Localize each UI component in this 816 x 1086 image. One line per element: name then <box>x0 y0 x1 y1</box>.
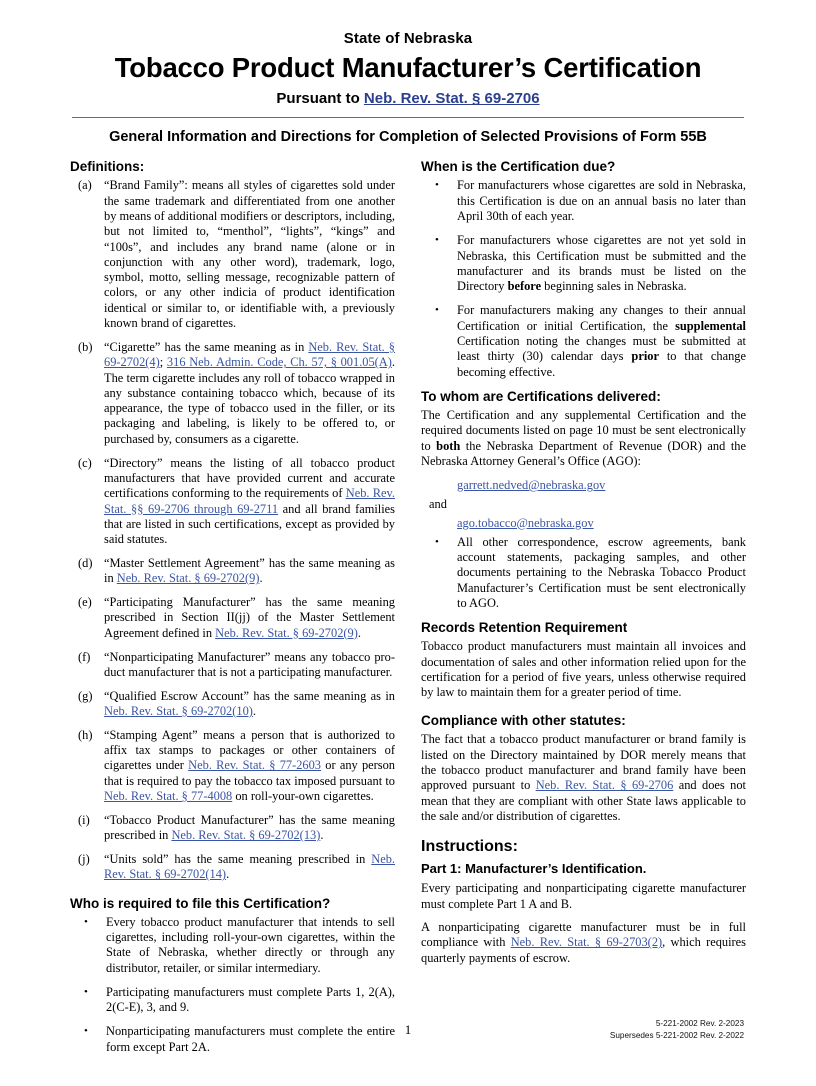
ago-email-link[interactable]: ago.tobacco@nebraska.gov <box>457 515 594 530</box>
state-label: State of Nebraska <box>343 30 473 47</box>
list-item-text: Participating manufacturers must complete Parts 1, 2(A), 2(C-E), 3, and 9. <box>106 984 395 1015</box>
definition-item-d <box>70 556 395 587</box>
page-title: Tobacco Product Manufacturer’s Certification <box>114 52 702 83</box>
right-column <box>421 159 746 1064</box>
statute-link-secondary[interactable]: Neb. Rev. Stat. § 77-4008 <box>104 789 233 803</box>
list-item-text: All other correspondence, escrow agreements, bank account statements, packaging samples, and other documents pertaining to the Nebraska Tobacco Product Manufacturer’s Certification must be sent electronically to AGO. <box>457 534 746 610</box>
list-item-text: For manufacturers whose cigarettes are sold in Nebraska, this Certification is due on an annual basis no later than April 30th of each year. <box>457 178 746 223</box>
definition-text-mid: or any person that is required to pay the tobacco tax imposed pursuant to <box>104 758 395 788</box>
when-due-heading: When is the Certification due? <box>421 159 616 175</box>
definition-marker: (f) <box>78 649 91 664</box>
definition-item-j <box>70 852 395 883</box>
bullet-icon: • <box>84 985 88 998</box>
records-retention-heading: Records Retention Requirement <box>421 620 628 636</box>
document-page <box>0 30 816 1086</box>
list-item-text <box>457 303 746 380</box>
list-item-post: beginning sales in Nebraska. <box>541 279 687 294</box>
part1-p2-post: , which requires quarterly payments of escrow. <box>421 935 746 965</box>
definition-text <box>104 728 395 805</box>
header-divider <box>72 117 744 118</box>
pursuant-line <box>0 90 816 107</box>
left-column <box>70 159 395 1064</box>
definition-text <box>104 595 395 641</box>
ago-correspondence-list <box>421 535 746 612</box>
emphasis-both: both <box>436 438 461 453</box>
list-item-text <box>457 233 746 294</box>
list-item <box>421 233 746 294</box>
to-whom-pre: The Certification and any supplemental Certification and the required documents listed on page 10 must be sent electronically to <box>421 408 746 453</box>
definition-marker: (i) <box>78 812 90 827</box>
definition-text-pre: “Tobacco Product Manufacturer” has the same meaning prescribed in <box>104 812 395 843</box>
definition-text-post: . The term cigarette includes any roll of tobacco wrapped in any substance containing tobacco which, because of its appearance, the type of tobacco used in the filler, or its packaging and labeling, is likely to be offered to, or purchased by, consumers as a cigarette. <box>104 355 395 446</box>
definition-marker: (a) <box>78 178 92 193</box>
definitions-list <box>70 178 395 882</box>
definition-text <box>104 556 395 587</box>
email-line-dor <box>421 477 746 493</box>
bullet-icon: • <box>435 234 439 247</box>
part1-p2-pre: A nonparticipating cigarette manufacturer must be in full compliance with <box>421 919 746 950</box>
definition-marker: (h) <box>78 727 93 742</box>
form-footer <box>610 1018 744 1042</box>
definition-item-i <box>70 813 395 844</box>
statute-link[interactable]: Neb. Rev. Stat. § 77-2603 <box>188 758 322 773</box>
document-header <box>0 30 816 145</box>
bullet-icon: • <box>84 1025 88 1038</box>
statute-link[interactable]: Neb. Rev. Stat. § 69-2702(10) <box>104 703 253 718</box>
list-item-pre: For manufacturers making any changes to their annual Certification or initial Certification, the <box>457 303 746 333</box>
to-whom-heading <box>421 389 746 404</box>
definition-text <box>104 689 395 720</box>
definition-text-pre: “Master Settlement Agreement” has the same meaning as in <box>104 555 395 586</box>
definition-text <box>104 456 395 548</box>
statute-link[interactable]: Neb. Rev. Stat. § 69-2702(9) <box>215 625 358 640</box>
pursuant-statute-link[interactable]: Neb. Rev. Stat. § 69-2706 <box>363 90 540 108</box>
statute-link[interactable]: Neb. Rev. Stat. § 69-2702(9) <box>116 571 260 586</box>
records-retention-body: Tobacco product manufacturers must maintain all invoices and documentation of sales and other information relied upon for the certification for a period of five years, unless otherwise required by law to maintain them for a greater period of time. <box>421 639 746 700</box>
part1-heading: Part 1: Manufacturer’s Identification. <box>421 861 647 877</box>
compliance-post: and does not mean that they are compliant with other State laws applicable to the sale and/or distribution of cigarettes. <box>421 778 746 823</box>
to-whom-body <box>421 408 746 469</box>
form-supersedes: Supersedes 5-221-2002 Rev. 2-2022 <box>609 1030 744 1040</box>
definition-text: “Nonparticipating Manufacturer” means any tobacco pro-duct manufacturer that is not a participating manufacturer. <box>104 649 395 679</box>
definition-text-post: on roll-your-own cigarettes. <box>232 789 374 803</box>
definition-text-post: . <box>252 703 257 718</box>
pursuant-prefix: Pursuant to <box>276 90 364 108</box>
list-item <box>421 535 746 612</box>
emphasis-before: before <box>507 279 542 294</box>
part1-paragraph-2 <box>421 920 746 966</box>
compliance-heading: Compliance with other statutes: <box>421 713 626 729</box>
bullet-icon: • <box>84 915 88 928</box>
definition-item-e <box>70 595 395 641</box>
statute-link[interactable]: Neb. Rev. Stat. § 69-2706 <box>535 778 674 793</box>
admin-code-link[interactable]: 316 Neb. Admin. Code, Ch. 57, § 001.05(A) <box>166 355 392 370</box>
definition-text-post: . <box>259 571 263 586</box>
statute-link[interactable]: Neb. Rev. Stat. § 69-2702(4) <box>104 339 395 370</box>
definition-item-a <box>70 178 395 331</box>
definition-text-mid: ; <box>159 355 167 370</box>
definition-marker: (b) <box>78 339 93 354</box>
definition-text-pre: “Directory” means the listing of all tobacco product manufacturers that have provided current and accurate certifications conforming to the requirements of <box>104 455 395 501</box>
definition-item-c <box>70 456 395 548</box>
list-item-post: to that change becoming effective. <box>457 349 746 379</box>
content-columns <box>0 145 816 1064</box>
definition-text <box>104 813 395 844</box>
list-item-text: Nonparticipating manufacturers must complete the entire form except Part 2A. <box>106 1024 395 1054</box>
definitions-heading: Definitions: <box>70 159 145 175</box>
definition-text-pre: “Stamping Agent” means a person that is authorized to affix tax stamps to packages or other containers of cigarettes under <box>104 727 395 773</box>
statute-link[interactable]: Neb. Rev. Stat. § 69-2702(13) <box>171 828 321 843</box>
list-item <box>421 303 746 380</box>
definition-item-g <box>70 689 395 720</box>
who-files-heading: Who is required to file this Certification? <box>70 895 331 911</box>
list-item-mid: Certification noting the changes must be submitted at least thirty (30) calendar days <box>457 334 746 364</box>
definition-text <box>104 340 395 447</box>
definition-text: “Brand Family”: means all styles of cigarettes sold under the same trademark and differentiated from one another by means of additional modifiers or descriptors, including, but not limited to, “menthol”, “lights”, “kings” and “100s”, and includes any brand name (alone or in conjunction with any other word), trademark, logo, symbol, motto, selling message, recognizable pattern of colors, or any other indicia of product identification identical or similar to, or identifiable with, a previously known brand of cigarettes. <box>104 178 395 331</box>
definition-marker: (c) <box>78 455 92 470</box>
when-due-list <box>421 178 746 380</box>
list-item <box>421 178 746 224</box>
to-whom-heading-text: To whom are Certifications delivered <box>421 389 657 404</box>
compliance-pre: The fact that a tobacco product manufacturer or brand family is listed on the Directory maintained by DOR merely means that the tobacco product manufacturer and brand family have been approved pursuant to <box>421 732 746 793</box>
statute-link[interactable]: Neb. Rev. Stat. §§ 69-2706 through 69-2711 <box>104 486 395 516</box>
statute-link[interactable]: Neb. Rev. Stat. § 69-2702(14) <box>104 851 395 882</box>
definition-text <box>104 852 395 883</box>
definition-text-pre: “Cigarette” has the same meaning as in <box>104 339 309 354</box>
definition-marker: (e) <box>78 595 92 610</box>
definition-text-pre: “Participating Manufacturer” has the same meaning prescribed in Section II(jj) of the Master Settlement Agreement defined in <box>104 595 395 640</box>
definition-text-pre: “Qualified Escrow Account” has the same meaning as in <box>104 688 395 703</box>
email-conjunction: and <box>429 497 447 512</box>
bullet-icon: • <box>435 179 439 192</box>
emphasis-prior: prior <box>631 349 659 364</box>
definition-marker: (j) <box>78 851 90 866</box>
definition-text-post: and all brand families that are listed in such certifications, except as provided by said statutes. <box>104 501 395 547</box>
list-item <box>70 915 395 976</box>
email-block <box>421 477 746 530</box>
to-whom-post: the Nebraska Department of Revenue (DOR) and the Nebraska Attorney General’s Office (AGO): <box>421 438 746 468</box>
statute-link[interactable]: Neb. Rev. Stat. § 69-2703(2) <box>510 935 663 950</box>
definition-text-post: . <box>357 625 361 640</box>
to-whom-heading-colon: : <box>656 389 661 404</box>
part1-paragraph-1: Every participating and nonparticipating cigarette manufacturer must complete Part 1 A and B. <box>421 881 746 911</box>
definition-text-pre: “Units sold” has the same meaning prescribed in <box>104 851 372 866</box>
instructions-heading: Instructions: <box>421 838 518 856</box>
definition-item-f <box>70 650 395 681</box>
emphasis-supplemental: supplemental <box>675 318 746 333</box>
page-number: 1 <box>404 1022 412 1037</box>
definition-item-b <box>70 340 395 447</box>
dor-email-link[interactable]: garrett.nedved@nebraska.gov <box>457 478 606 493</box>
definition-text-post: . <box>226 867 230 882</box>
bullet-icon: • <box>435 304 439 317</box>
list-item-text: Every tobacco product manufacturer that intends to sell cigarettes, including roll-your-own cigarettes, within the State of Nebraska, whether directly or through any distributor, retailer, or similar intermediary. <box>106 914 395 975</box>
form-revision: 5-221-2002 Rev. 2-2023 <box>655 1019 744 1028</box>
definition-item-h <box>70 728 395 805</box>
compliance-body <box>421 732 746 824</box>
header-subtitle: General Information and Directions for Completion of Selected Provisions of Form 55B <box>109 129 707 146</box>
email-line-ago <box>421 515 746 531</box>
definition-text-post: . <box>320 828 324 843</box>
definition-marker: (d) <box>78 555 93 570</box>
definition-marker: (g) <box>78 688 93 703</box>
list-item-pre: For manufacturers whose cigarettes are not yet sold in Nebraska, this Certification must be submitted and the manufacturer and its brands must be listed on the Directory <box>457 233 746 294</box>
list-item <box>70 985 395 1016</box>
bullet-icon: • <box>435 535 439 548</box>
